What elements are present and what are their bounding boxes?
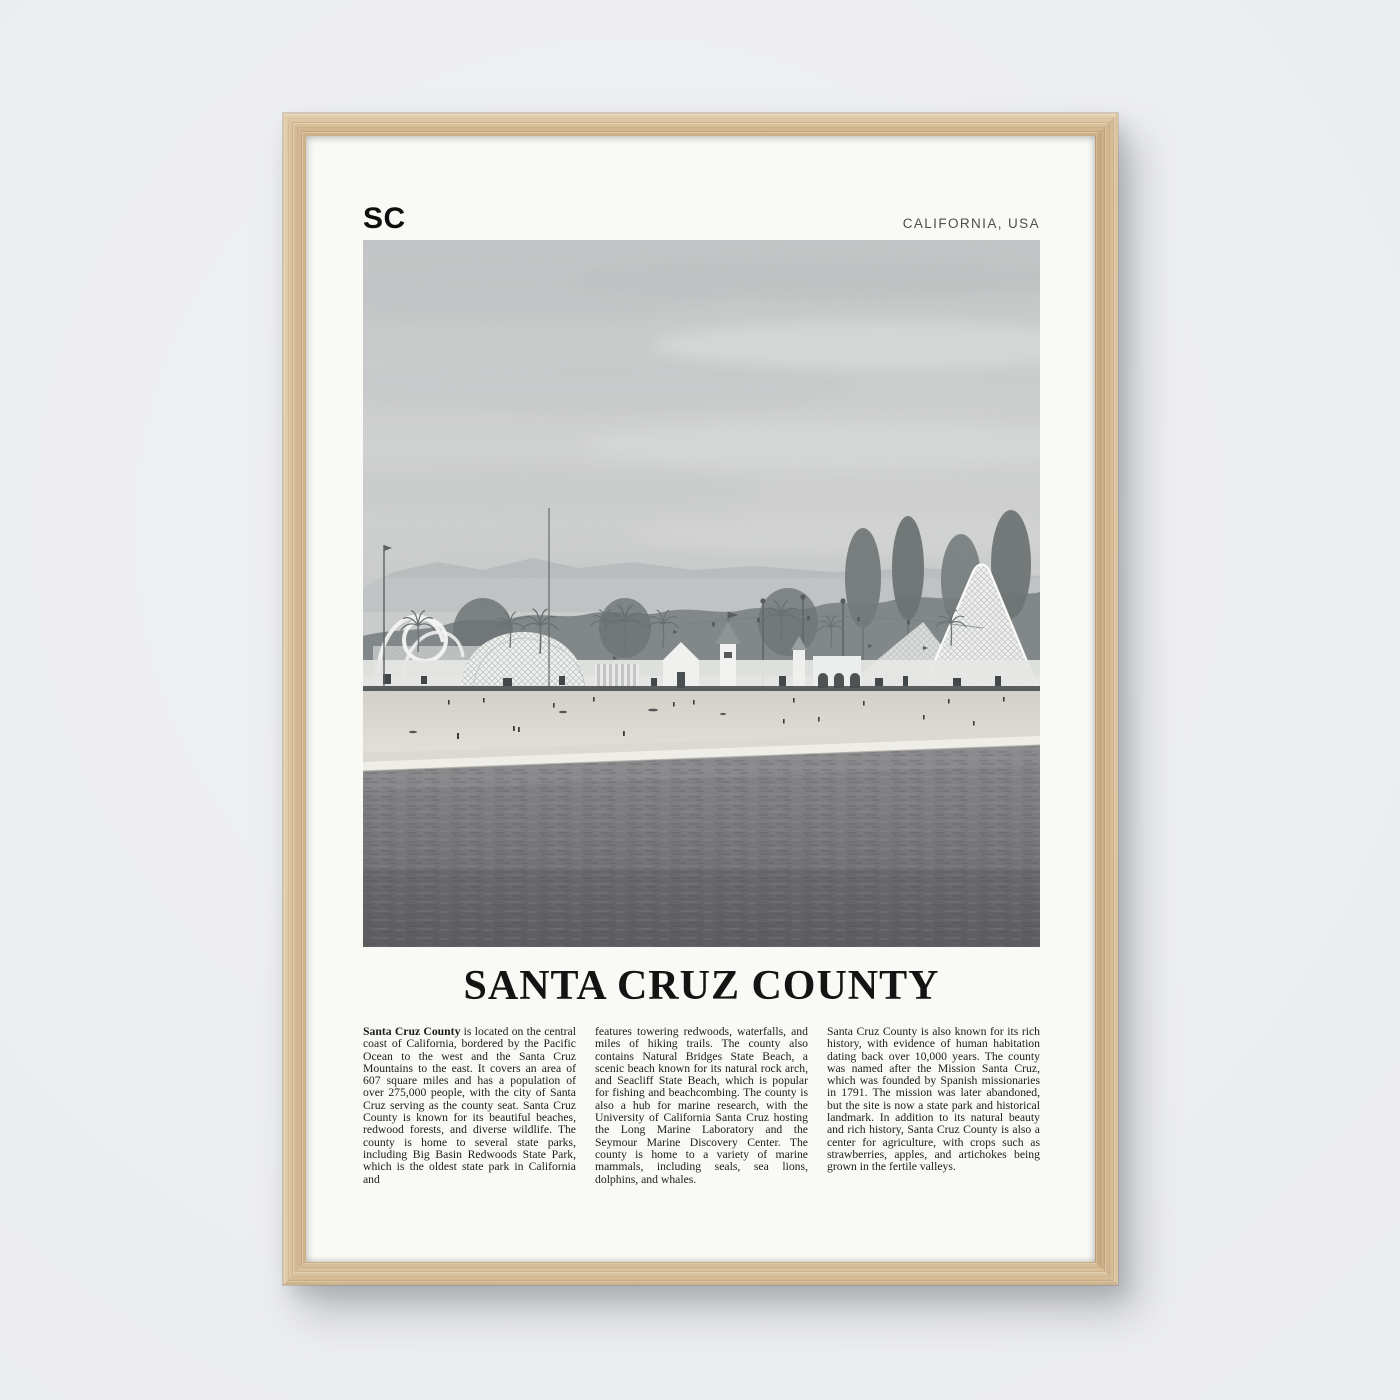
photo-ocean bbox=[363, 745, 1040, 947]
monogram-label: SC bbox=[363, 202, 406, 235]
region-label: CALIFORNIA, USA bbox=[902, 216, 1040, 231]
frame-bar-left bbox=[283, 113, 306, 1285]
frame-bar-right bbox=[1095, 113, 1118, 1285]
article-column-2: features towering redwoods, waterfalls, and miles of hiking trails. The county also contains Natural Bridges State Beach, a scenic beach known for its natural rock arch, and Seacliff State Beach, which is popular for fishing and beachcombing. The county is also a hub for marine research, with the University of California Santa Cruz hosting the Long Marine Laboratory and the Seymour Marine Discovery Center. The county is home to a variety of marine mammals, including seals, sea lions, dolphins, and whales. bbox=[595, 1025, 808, 1186]
frame-bar-bottom bbox=[283, 1262, 1118, 1285]
frame-bar-top bbox=[283, 113, 1118, 136]
boardwalk-photo bbox=[363, 240, 1040, 947]
article-columns bbox=[363, 1026, 1040, 1186]
wood-picture-frame bbox=[283, 113, 1118, 1285]
article-column-1: Santa Cruz County is located on the central coast of California, bordered by the Pacific Ocean to the west and the Santa Cruz Mountains to the east. It covers an area of 607 square miles and has a population of over 275,000 people, with the city of Santa Cruz serving as the county seat. Santa Cruz County is known for its beautiful beaches, redwood forests, and diverse wildlife. The county is home to several state parks, including Big Basin Redwoods State Park, which is the oldest state park in California and bbox=[363, 1025, 576, 1186]
article-column-3: Santa Cruz County is also known for its rich history, with evidence of human habitation dating back over 10,000 years. The county was named after the Mission Santa Cruz, which was founded by Spanish missionaries in 1791. The mission was later abandoned, but the site is now a state park and historical landmark. In addition to its natural beauty and rich history, Santa Cruz County is also a center for agriculture, with crops such as strawberries, apples, and artichokes being grown in the fertile valleys. bbox=[827, 1025, 1040, 1174]
poster-matte bbox=[306, 136, 1095, 1262]
article-lead: Santa Cruz County bbox=[363, 1025, 461, 1038]
poster-title: SANTA CRUZ COUNTY bbox=[463, 963, 940, 1009]
